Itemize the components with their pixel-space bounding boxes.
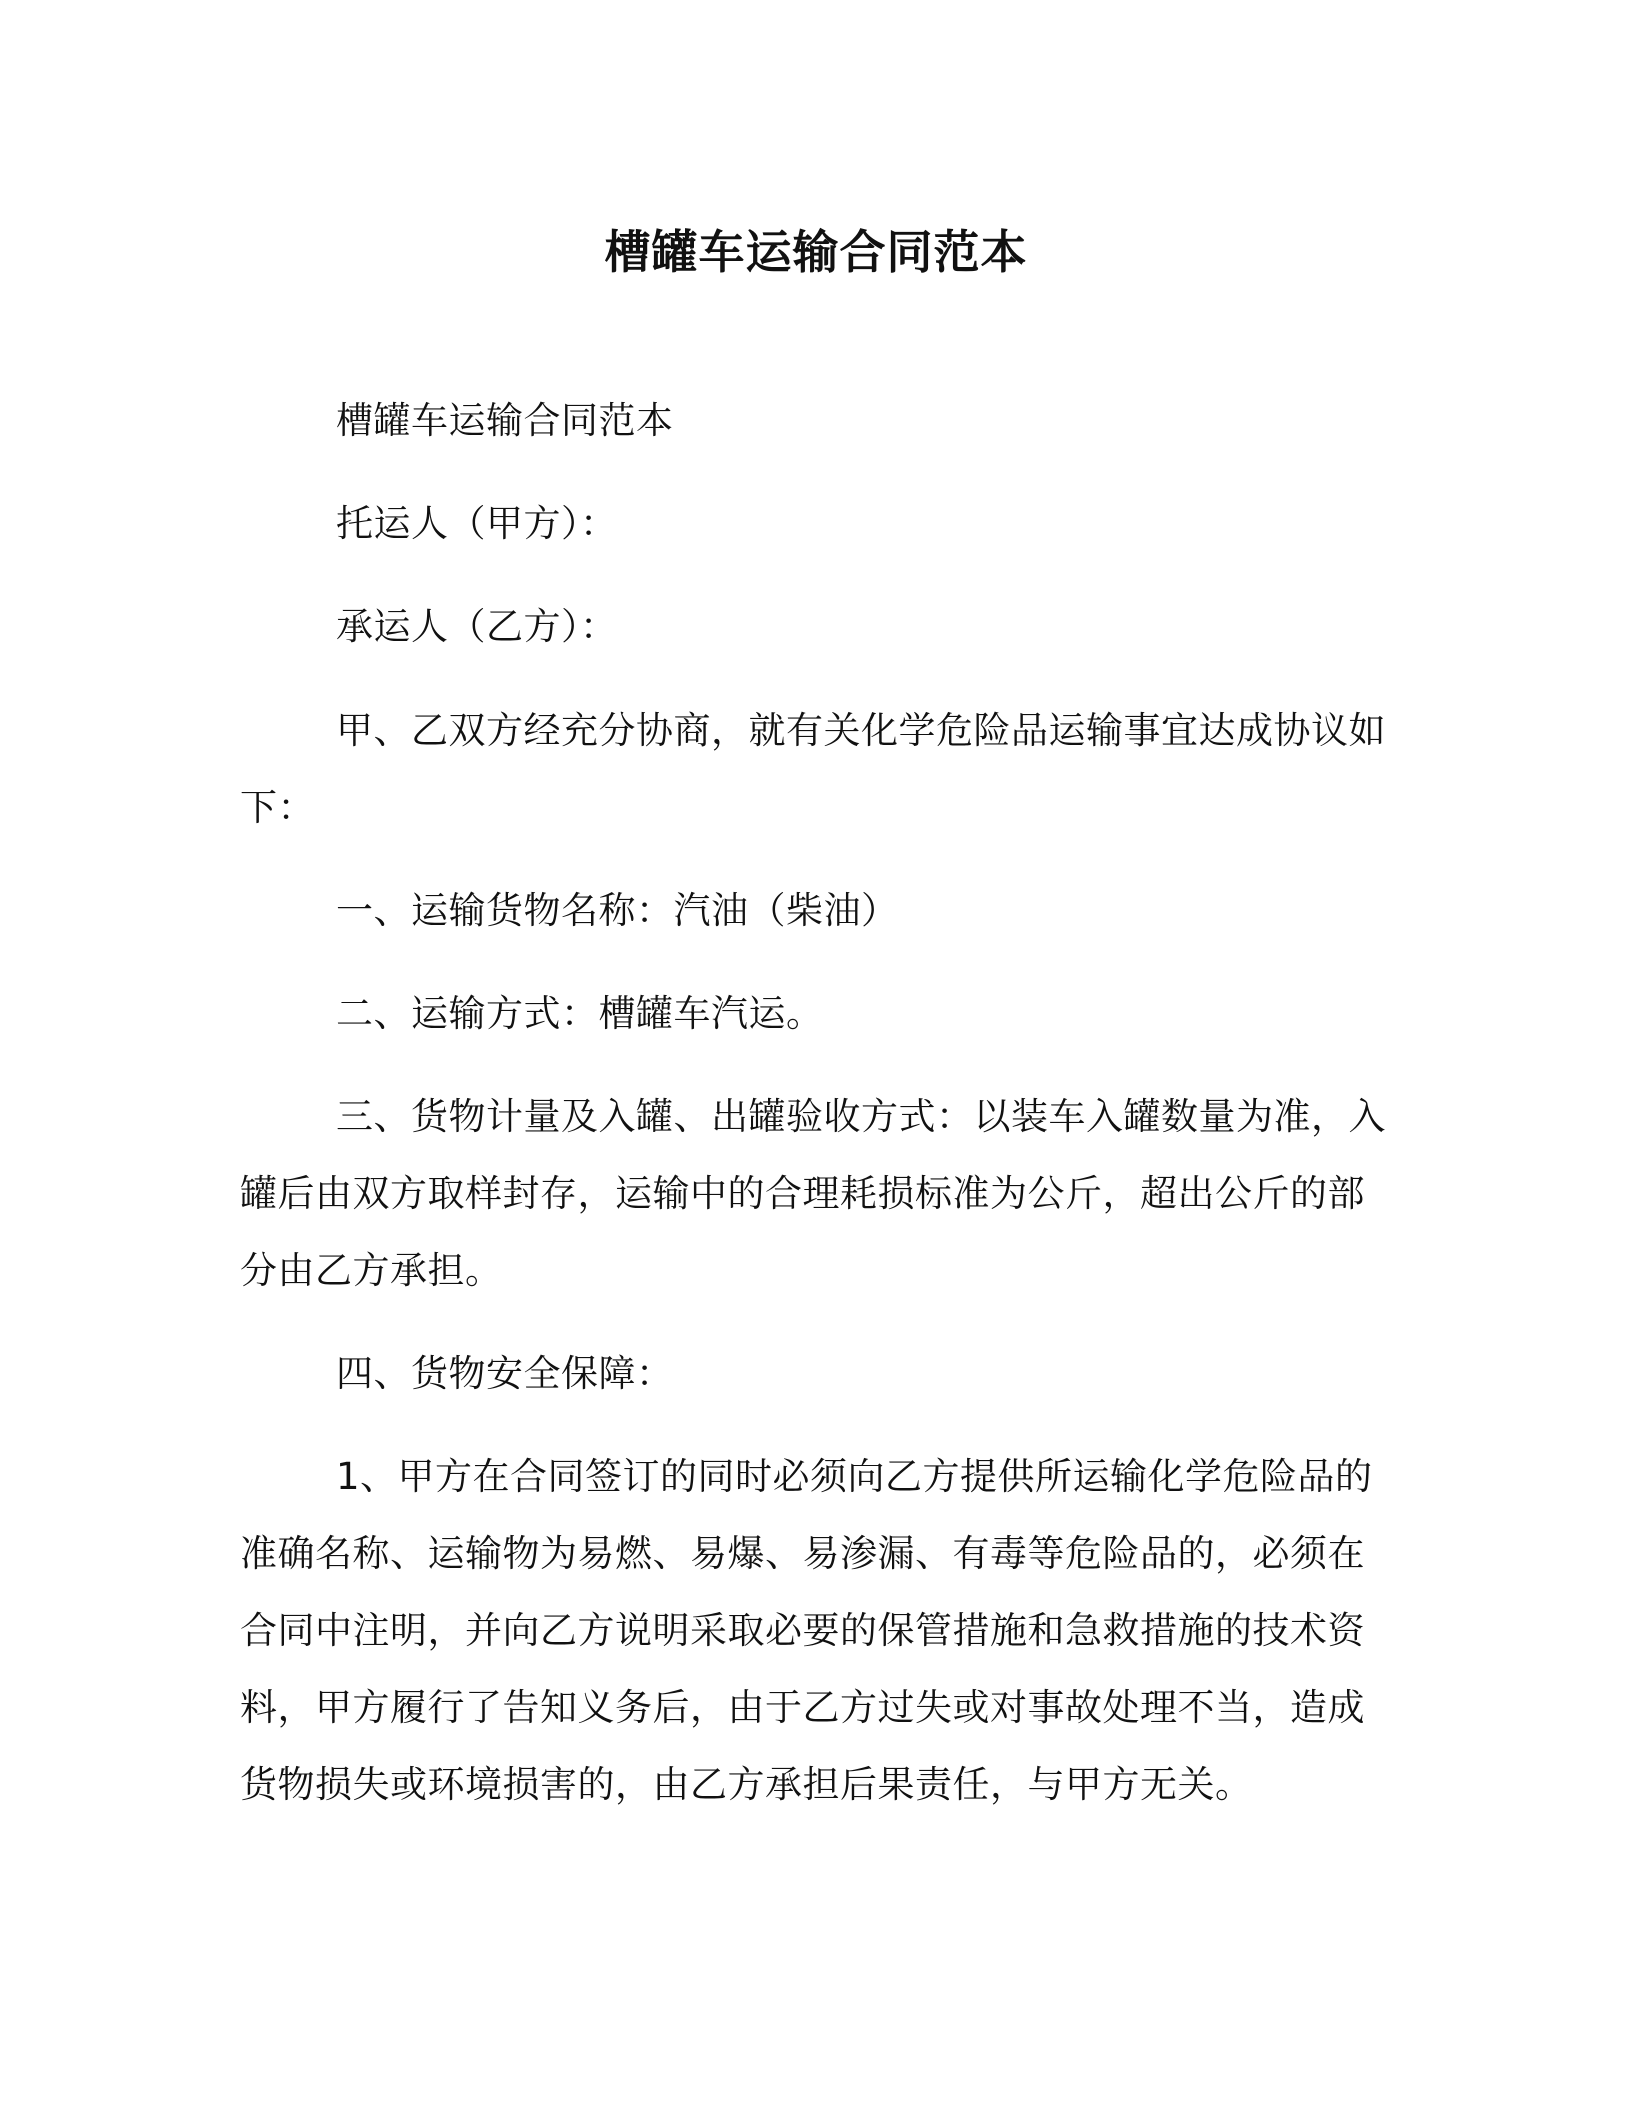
paragraph-carrier: 承运人（乙方）： bbox=[336, 605, 618, 648]
paragraph-subtitle: 槽罐车运输合同范本 bbox=[336, 399, 674, 442]
paragraph-agreement-intro: 甲、乙双方经充分协商，就有关化学危险品运输事宜达成协议如下： bbox=[240, 709, 1386, 829]
paragraph-clause-4-item-1: 1、甲方在合同签订的同时必须向乙方提供所运输化学危险品的准确名称、运输物为易燃、易爆、易渗漏、有毒等危险品的，必须在合同中注明，并向乙方说明采取必要的保管措施和急救措施的技术资料，甲方履行了告知义务后，由于乙方过失或对事故处理不当，造成货物损失或环境损害的，由乙方承担后果责任，与甲方无关。 bbox=[240, 1455, 1373, 1806]
paragraph-clause-2: 二、运输方式：槽罐车汽运。 bbox=[336, 992, 824, 1035]
document-title: 槽罐车运输合同范本 bbox=[604, 225, 1028, 279]
paragraph-clause-3: 三、货物计量及入罐、出罐验收方式：以装车入罐数量为准，入罐后由双方取样封存，运输中的合理耗损标准为公斤，超出公斤的部分由乙方承担。 bbox=[240, 1095, 1386, 1292]
paragraph-consignor: 托运人（甲方）： bbox=[336, 502, 618, 545]
paragraph-clause-4: 四、货物安全保障： bbox=[336, 1352, 674, 1395]
paragraph-clause-1: 一、运输货物名称：汽油（柴油） bbox=[336, 889, 899, 932]
